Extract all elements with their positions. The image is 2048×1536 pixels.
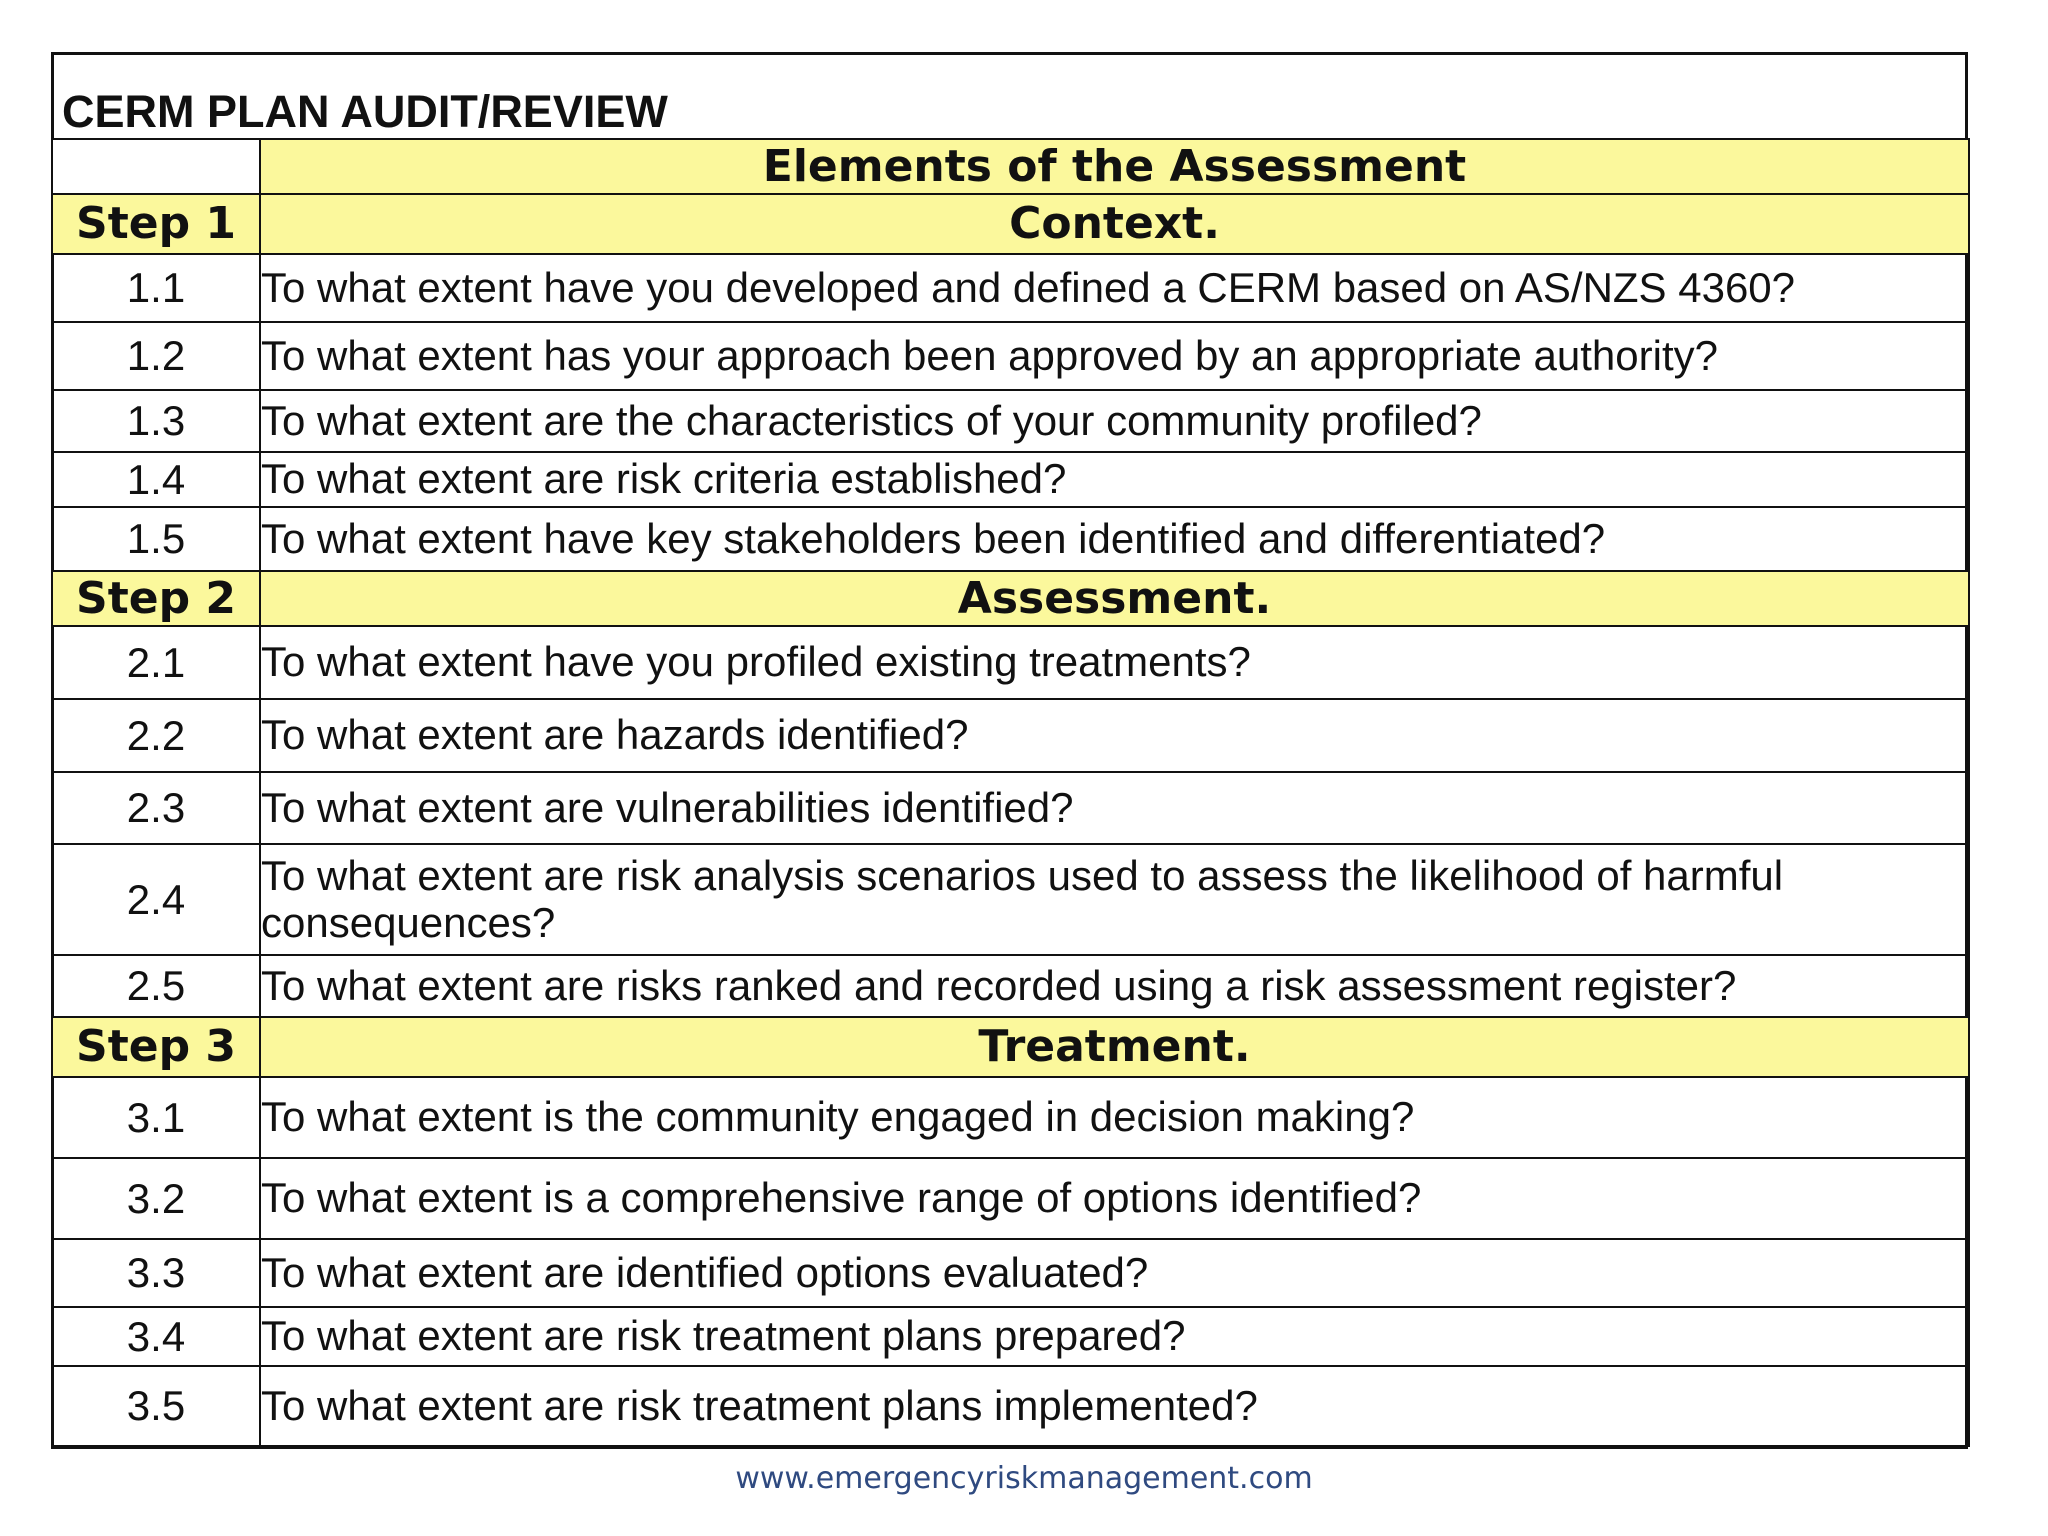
table-row [52,1366,1969,1446]
item-number: 1.4 [52,452,260,507]
item-number: 3.5 [52,1366,260,1446]
table-row [52,1239,1969,1307]
step-heading: Context. [260,194,1969,254]
item-number: 1.3 [52,390,260,452]
item-question: To what extent is a comprehensive range of options identified? [260,1158,1969,1239]
step-heading: Assessment. [260,571,1969,626]
item-question: To what extent is the community engaged in decision making? [260,1077,1969,1158]
item-number: 1.1 [52,254,260,322]
item-question: To what extent are risks ranked and recorded using a risk assessment register? [260,955,1969,1017]
step-heading: Treatment. [260,1017,1969,1077]
table-row [52,1077,1969,1158]
item-number: 3.1 [52,1077,260,1158]
table-row [52,955,1969,1017]
table-row [52,626,1969,699]
item-question: To what extent have key stakeholders been identified and differentiated? [260,507,1969,571]
table-row [52,254,1969,322]
assessment-table [51,138,1970,1447]
table-header-blank-cell [52,139,260,194]
item-question: To what extent are the characteristics of your community profiled? [260,390,1969,452]
item-number: 2.1 [52,626,260,699]
table-row [52,699,1969,772]
item-number: 2.5 [52,955,260,1017]
step-header-row [52,571,1969,626]
table-row [52,772,1969,844]
step-label: Step 3 [52,1017,260,1077]
item-question: To what extent are vulnerabilities identified? [260,772,1969,844]
table-row [52,390,1969,452]
step-label: Step 1 [52,194,260,254]
item-number: 2.2 [52,699,260,772]
item-question: To what extent are risk criteria established? [260,452,1969,507]
item-question: To what extent are risk treatment plans implemented? [260,1366,1969,1446]
item-number: 2.3 [52,772,260,844]
item-question: To what extent have you developed and defined a CERM based on AS/NZS 4360? [260,254,1969,322]
item-question: To what extent are risk treatment plans prepared? [260,1307,1969,1366]
table-header: Elements of the Assessment [260,139,1969,194]
item-number: 1.2 [52,322,260,390]
table-row [52,507,1969,571]
item-question: To what extent are hazards identified? [260,699,1969,772]
item-question: To what extent are identified options evaluated? [260,1239,1969,1307]
item-number: 1.5 [52,507,260,571]
page-title: CERM PLAN AUDIT/REVIEW [62,86,668,137]
step-label: Step 2 [52,571,260,626]
table-row [52,1307,1969,1366]
item-number: 3.4 [52,1307,260,1366]
table-row [52,1158,1969,1239]
item-question: To what extent has your approach been approved by an appropriate authority? [260,322,1969,390]
table-row [52,322,1969,390]
item-question: To what extent have you profiled existing treatments? [260,626,1969,699]
step-header-row [52,1017,1969,1077]
table-row [52,452,1969,507]
item-number: 3.2 [52,1158,260,1239]
item-number: 3.3 [52,1239,260,1307]
table-header-row [52,139,1969,194]
item-number: 2.4 [52,844,260,955]
footer-url: www.emergencyriskmanagement.com [735,1461,1313,1496]
step-header-row [52,194,1969,254]
item-question: To what extent are risk analysis scenarios used to assess the likelihood of harmful consequences? [260,844,1969,955]
table-row [52,844,1969,955]
